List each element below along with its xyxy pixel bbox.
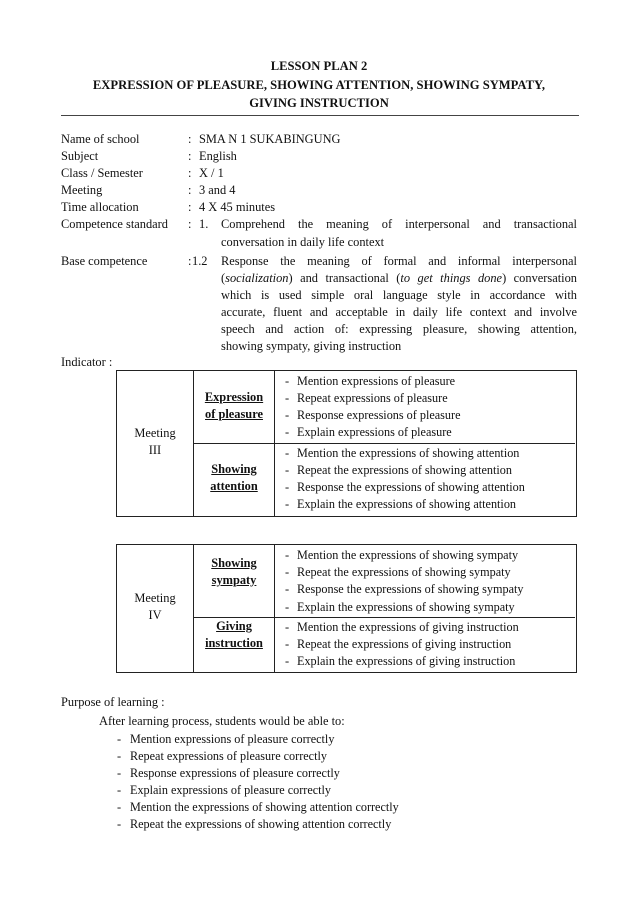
table-divider xyxy=(274,544,275,672)
list-item: Mention the expressions of giving instruction xyxy=(297,620,519,634)
table-divider xyxy=(193,443,575,444)
competence-text-line1: Comprehend the meaning of interpersonal and transactional xyxy=(221,217,577,231)
list-item: Repeat expressions of pleasure xyxy=(297,391,448,405)
info-colon: : xyxy=(188,254,192,268)
category-label-line: Giving xyxy=(216,619,252,633)
header-divider xyxy=(61,115,579,116)
meeting-label-line: Meeting xyxy=(134,426,176,440)
bullet-dash: - xyxy=(117,749,122,763)
list-item: Response expressions of pleasure correctly xyxy=(130,766,340,780)
info-row-subject xyxy=(61,148,579,165)
info-label: Base competence xyxy=(61,254,148,268)
bullet-dash: - xyxy=(285,548,290,562)
base-competence-line6: showing sympaty, giving instruction xyxy=(221,339,402,353)
info-row-time xyxy=(61,199,579,216)
document-subtitle-line2: GIVING INSTRUCTION xyxy=(249,96,389,110)
list-item: Mention expressions of pleasure correctly xyxy=(130,732,335,746)
bullet-dash: - xyxy=(117,783,122,797)
list-item: Mention the expressions of showing attention xyxy=(297,446,520,460)
category-showing-attention xyxy=(194,461,274,495)
info-label: Time allocation xyxy=(61,200,139,214)
category-expression-of-pleasure xyxy=(194,389,274,423)
list-item: Explain the expressions of giving instruction xyxy=(297,654,516,668)
bullet-dash: - xyxy=(117,766,122,780)
info-label: Class / Semester xyxy=(61,166,143,180)
list-item: Mention expressions of pleasure xyxy=(297,374,456,388)
text-segment: ) conversation xyxy=(502,271,577,285)
list-item: Response expressions of pleasure xyxy=(297,408,461,422)
competence-text-line2: conversation in daily life context xyxy=(221,235,385,249)
list-item: Repeat expressions of pleasure correctly xyxy=(130,749,327,763)
list-item: Explain the expressions of showing attention xyxy=(297,497,517,511)
category-showing-sympaty xyxy=(194,555,274,589)
bullet-dash: - xyxy=(117,732,122,746)
base-competence-line2 xyxy=(221,270,577,287)
category-giving-instruction xyxy=(194,618,274,652)
text-segment: ) and transactional ( xyxy=(288,271,401,285)
bullet-dash: - xyxy=(285,463,290,477)
meeting-label-line: IV xyxy=(148,608,162,622)
base-competence-line1: Response the meaning of formal and informal interpersonal xyxy=(221,254,577,268)
base-competence-line3: which is used simple oral language style in accordance with xyxy=(221,288,577,302)
bullet-dash: - xyxy=(285,425,290,439)
list-item: Explain the expressions of showing sympaty xyxy=(297,600,515,614)
list-item: Response the expressions of showing sympaty xyxy=(297,582,524,596)
meeting-3-label xyxy=(117,425,193,459)
category-label-line: attention xyxy=(210,479,258,493)
base-competence-number: 1.2 xyxy=(192,254,208,268)
purpose-intro: After learning process, students would be able to: xyxy=(99,714,345,728)
bullet-dash: - xyxy=(285,480,290,494)
category-label-line: Showing xyxy=(211,462,257,476)
info-colon: : xyxy=(188,200,192,214)
list-item: Explain expressions of pleasure correctly xyxy=(130,783,332,797)
info-value: English xyxy=(199,149,237,163)
meeting-label-line: III xyxy=(148,443,162,457)
bullet-dash: - xyxy=(285,620,290,634)
info-value: X / 1 xyxy=(199,166,224,180)
purpose-label: Purpose of learning : xyxy=(61,695,165,709)
base-competence-line5: speech and action of: expressing pleasure, showing attention, xyxy=(221,322,577,336)
italic-segment: to get things done xyxy=(400,271,503,285)
bullet-dash: - xyxy=(285,497,290,511)
meeting-4-label xyxy=(117,590,193,624)
info-value: SMA N 1 SUKABINGUNG xyxy=(199,132,341,146)
meeting-label-line: Meeting xyxy=(134,591,176,605)
indicator-label: Indicator : xyxy=(61,355,113,369)
bullet-dash: - xyxy=(285,654,290,668)
info-row-class xyxy=(61,165,579,182)
list-item: Explain expressions of pleasure xyxy=(297,425,452,439)
info-label: Name of school xyxy=(61,132,140,146)
info-label: Competence standard xyxy=(61,217,169,231)
bullet-dash: - xyxy=(285,565,290,579)
competence-number: 1. xyxy=(199,217,209,231)
list-item: Response the expressions of showing attention xyxy=(297,480,525,494)
bullet-dash: - xyxy=(285,408,290,422)
bullet-dash: - xyxy=(285,637,290,651)
bullet-dash: - xyxy=(117,817,122,831)
category-label-line: instruction xyxy=(205,636,263,650)
list-item: Repeat the expressions of giving instruction xyxy=(297,637,512,651)
info-label: Meeting xyxy=(61,183,103,197)
list-item: Repeat the expressions of showing attention correctly xyxy=(130,817,392,831)
list-item: Repeat the expressions of showing attention xyxy=(297,463,512,477)
italic-segment: socialization xyxy=(225,271,289,285)
info-row-school xyxy=(61,131,579,148)
list-item: Mention the expressions of showing sympaty xyxy=(297,548,519,562)
info-row-meeting xyxy=(61,182,579,199)
info-colon: : xyxy=(188,166,192,180)
list-item: Mention the expressions of showing attention correctly xyxy=(130,800,399,814)
bullet-dash: - xyxy=(285,600,290,614)
info-colon: : xyxy=(188,183,192,197)
list-item: Repeat the expressions of showing sympaty xyxy=(297,565,511,579)
bullet-dash: - xyxy=(285,374,290,388)
bullet-dash: - xyxy=(285,391,290,405)
document-subtitle-line1: EXPRESSION OF PLEASURE, SHOWING ATTENTION, SHOWING SYMPATY, xyxy=(92,78,546,92)
info-colon: : xyxy=(188,217,192,231)
base-competence-line4: accurate, fluent and acceptable in daily life context and involve xyxy=(221,305,577,319)
category-label-line: Expression xyxy=(204,390,264,404)
info-label: Subject xyxy=(61,149,99,163)
category-label-line: sympaty xyxy=(211,573,257,587)
category-label-line: of pleasure xyxy=(205,407,263,421)
bullet-dash: - xyxy=(285,446,290,460)
info-value: 4 X 45 minutes xyxy=(199,200,276,214)
text-segment: ( xyxy=(221,271,226,285)
bullet-dash: - xyxy=(285,582,290,596)
document-title: LESSON PLAN 2 xyxy=(270,59,368,73)
info-value: 3 and 4 xyxy=(199,183,236,197)
category-label-line: Showing xyxy=(211,556,257,570)
info-colon: : xyxy=(188,132,192,146)
info-colon: : xyxy=(188,149,192,163)
bullet-dash: - xyxy=(117,800,122,814)
